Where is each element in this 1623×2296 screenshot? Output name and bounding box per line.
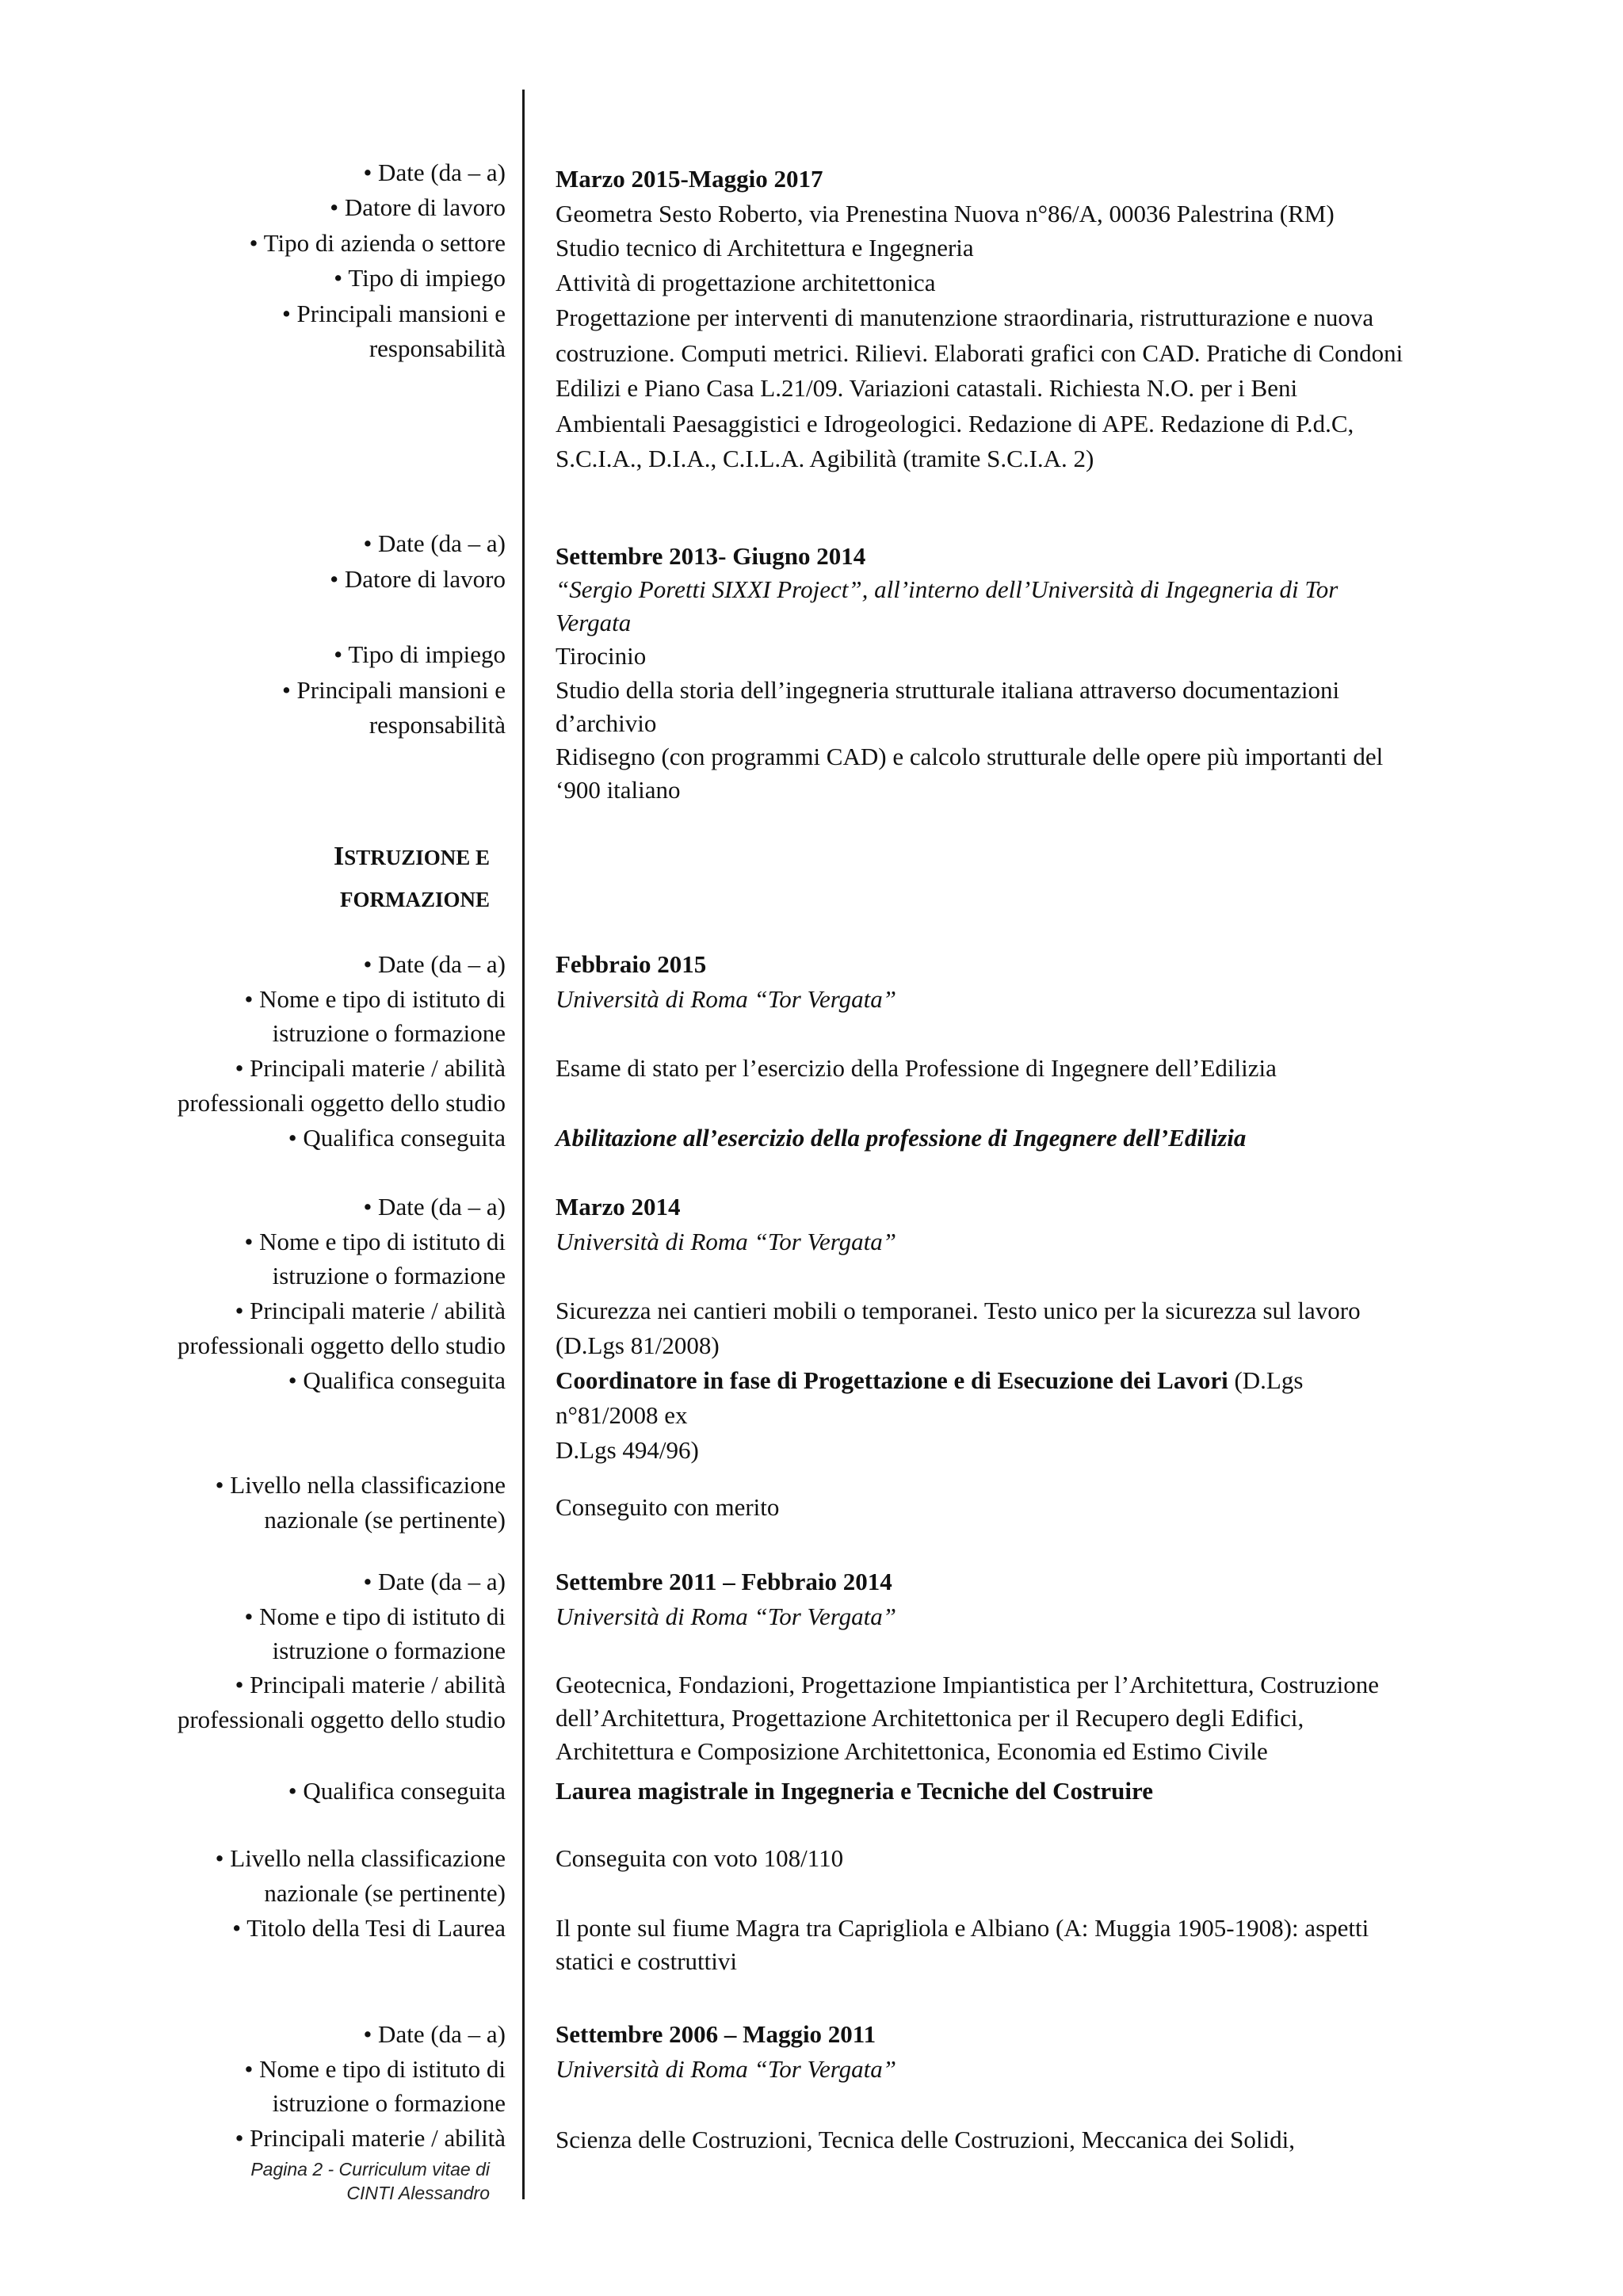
label-level-cont: nazionale (se pertinente) [264,1879,506,1907]
section-heading-initial: I [333,842,345,871]
section-heading-line1: STRUZIONE E [344,846,490,869]
label-job-type: • Tipo di impiego [334,640,506,668]
label-duties-cont: responsabilità [369,711,506,739]
label-duties: • Principali mansioni e [281,300,506,327]
edu-institution: Università di Roma “Tor Vergata” [556,2055,897,2083]
edu-level: Conseguito con merito [556,1493,780,1521]
label-level: • Livello nella classificazione [215,1471,506,1499]
edu-qualification: Laurea magistrale in Ingegneria e Tecniche del Costruire [556,1777,1153,1805]
edu-subjects-line: Sicurezza nei cantieri mobili o temporanei. Testo unico per la sicurezza sul lavoro [556,1297,1361,1324]
work-duties-line: ‘900 italiano [556,776,681,804]
work-date: Settembre 2013- Giugno 2014 [556,542,866,570]
label-employer: • Datore di lavoro [330,565,506,593]
work-duties-line: Studio della storia dell’ingegneria strutturale italiana attraverso documentazioni [556,676,1340,704]
label-duties-cont: responsabilità [369,334,506,362]
section-heading-line2: FORMAZIONE [340,888,490,911]
label-date: • Date (da – a) [363,1568,506,1595]
label-sector: • Tipo di azienda o settore [249,229,506,257]
edu-subjects-line: dell’Architettura, Progettazione Architettonica per il Recupero degli Edifici, [556,1704,1304,1732]
work-job-type: Attività di progettazione architettonica [556,269,936,296]
edu-date: Marzo 2014 [556,1193,681,1221]
label-subjects: • Principali materie / abilità [235,1054,506,1082]
label-subjects-cont: professionali oggetto dello studio [177,1331,506,1359]
label-subjects: • Principali materie / abilità [235,1671,506,1698]
label-duties: • Principali mansioni e [281,676,506,704]
label-qualification: • Qualifica conseguita [288,1777,506,1805]
edu-subjects: Esame di stato per l’esercizio della Professione di Ingegnere dell’Edilizia [556,1054,1277,1082]
work-employer: Geometra Sesto Roberto, via Prenestina Nuova n°86/A, 00036 Palestrina (RM) [556,200,1335,227]
work-duties-line: costruzione. Computi metrici. Rilievi. Elaborati grafici con CAD. Pratiche di Condoni [556,339,1403,367]
edu-qualification-ref: (D.Lgs [1228,1366,1304,1394]
edu-date: Febbraio 2015 [556,950,707,978]
label-institution: • Nome e tipo di istituto di [244,985,506,1013]
label-institution: • Nome e tipo di istituto di [244,1603,506,1630]
work-employer: “Sergio Poretti SIXXI Project”, all’interno dell’Università di Ingegneria di Tor [556,575,1338,603]
label-institution: • Nome e tipo di istituto di [244,1228,506,1255]
work-duties-line: Edilizi e Piano Casa L.21/09. Variazioni catastali. Richiesta N.O. per i Beni [556,374,1298,402]
label-job-type: • Tipo di impiego [334,264,506,292]
label-employer: • Datore di lavoro [330,193,506,221]
label-date: • Date (da – a) [363,159,506,186]
label-institution-cont: istruzione o formazione [272,1019,506,1047]
label-subjects-cont: professionali oggetto dello studio [177,1089,506,1117]
edu-date: Settembre 2011 – Febbraio 2014 [556,1568,892,1595]
label-date: • Date (da – a) [363,529,506,557]
label-subjects: • Principali materie / abilità [235,1297,506,1324]
work-duties-line: Progettazione per interventi di manutenzione straordinaria, ristrutturazione e nuova [556,304,1374,331]
edu-thesis-line: Il ponte sul fiume Magra tra Caprigliola e Albiano (A: Muggia 1905-1908): aspetti [556,1914,1369,1942]
work-duties-line: S.C.I.A., D.I.A., C.I.L.A. Agibilità (tramite S.C.I.A. 2) [556,445,1094,472]
edu-qualification [556,1363,1514,1398]
edu-institution: Università di Roma “Tor Vergata” [556,985,897,1013]
label-qualification: • Qualifica conseguita [288,1366,506,1394]
label-date: • Date (da – a) [363,1193,506,1221]
work-sector: Studio tecnico di Architettura e Ingegneria [556,234,974,262]
edu-subjects-line: (D.Lgs 81/2008) [556,1331,720,1359]
edu-qualification: Abilitazione all’esercizio della professione di Ingegnere dell’Edilizia [556,1124,1247,1152]
edu-subjects-line: Geotecnica, Fondazioni, Progettazione Impiantistica per l’Architettura, Costruzione [556,1671,1380,1698]
page-footer [250,2157,490,2205]
label-institution-cont: istruzione o formazione [272,1262,506,1289]
work-duties-line: d’archivio [556,709,657,737]
label-thesis: • Titolo della Tesi di Laurea [232,1914,506,1942]
label-level: • Livello nella classificazione [215,1844,506,1872]
footer-author: CINTI Alessandro [346,2183,490,2203]
work-duties-line: Ambientali Paesaggistici e Idrogeologici. Redazione di APE. Redazione di P.d.C, [556,410,1354,437]
label-level-cont: nazionale (se pertinente) [264,1506,506,1534]
column-divider [522,90,525,2199]
label-subjects-cont: professionali oggetto dello studio [177,1706,506,1733]
edu-subjects-line: Architettura e Composizione Architettonica, Economia ed Estimo Civile [556,1737,1268,1765]
work-duties-line: Ridisegno (con programmi CAD) e calcolo strutturale delle opere più importanti del [556,743,1384,770]
edu-qualification-cont: n°81/2008 ex [556,1401,688,1429]
work-date: Marzo 2015-Maggio 2017 [556,165,823,193]
edu-qualification-title: Coordinatore in fase di Progettazione e di Esecuzione dei Lavori [556,1366,1228,1394]
section-heading-istruzione [334,838,490,919]
work-employer-cont: Vergata [556,609,632,636]
label-date: • Date (da – a) [363,950,506,978]
label-subjects: • Principali materie / abilità [235,2124,506,2152]
edu-institution: Università di Roma “Tor Vergata” [556,1603,897,1630]
work-job-type: Tirocinio [556,642,647,670]
edu-date: Settembre 2006 – Maggio 2011 [556,2020,876,2048]
label-qualification: • Qualifica conseguita [288,1124,506,1152]
label-institution-cont: istruzione o formazione [272,2089,506,2117]
edu-level: Conseguita con voto 108/110 [556,1844,844,1872]
edu-institution: Università di Roma “Tor Vergata” [556,1228,897,1255]
label-institution-cont: istruzione o formazione [272,1637,506,1664]
footer-page-label: Pagina 2 - Curriculum vitae di [250,2159,490,2179]
edu-thesis-line: statici e costruttivi [556,1947,738,1975]
label-institution: • Nome e tipo di istituto di [244,2055,506,2083]
edu-subjects: Scienza delle Costruzioni, Tecnica delle Costruzioni, Meccanica dei Solidi, [556,2126,1295,2153]
edu-qualification-cont: D.Lgs 494/96) [556,1436,699,1464]
label-date: • Date (da – a) [363,2020,506,2048]
